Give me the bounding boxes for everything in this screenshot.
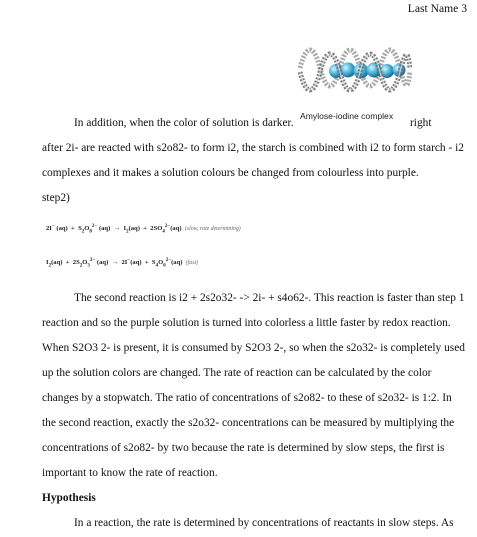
- eq2-note: (fast): [185, 260, 198, 267]
- running-head: Last Name 3: [407, 2, 467, 15]
- eq1-arrow: →: [113, 225, 121, 233]
- paragraph2-line: changes by a stopwatch. The ratio of concentrations of s2o82- to these of s2o32- is 1:2. In: [42, 392, 452, 404]
- paragraph1-line2: after 2i- are reacted with s2o82- to form i2, the starch is combined with i2 to form starch - i2: [42, 142, 464, 154]
- paragraph2-line: the second reaction, exactly the s2o32- concentrations can be measured by multiplying the: [42, 417, 455, 429]
- paragraph2-line: When S2O3 2- is present, it is consumed by S2O3 2-, so when the s2o32- is completely used: [42, 342, 465, 354]
- paragraph2-line: important to know the rate of reaction.: [42, 467, 218, 479]
- equation-step2: $I_2(aq) + 2S_2O_3^{2-}$ $(aq) \to 2I^-(aq) + S_4O_6^{2-}(aq)$ (fast): [46, 258, 198, 269]
- paragraph1-line1-end: right: [410, 117, 432, 129]
- paragraph1-line3: complexes and it makes a solution colours be changed from colourless into purple.: [42, 167, 419, 179]
- paragraph2-line: concentrations of s2o82- by two because the rate is determined by slow steps, the first is: [42, 442, 445, 454]
- amylose-iodine-figure: [298, 38, 412, 100]
- paragraph2-line: up the solution colors are changed. The rate of reaction can be calculated by the color: [42, 367, 432, 379]
- paragraph1-line1-start: In addition, when the color of solution is darker.: [74, 117, 294, 129]
- step-label: step2): [42, 192, 70, 204]
- paragraph2-line: reaction and so the purple solution is turned into colorless a little faster by redox reaction.: [42, 317, 451, 329]
- equation-step1: 2I− $(aq) + S_2O_8^{2-}$ $(aq) \to I_2(aq) + 2SO_4^{2-}(aq)$ (slow, rate determining): [46, 224, 241, 235]
- eq2-arrow: →: [111, 259, 119, 267]
- eq1-note: (slow, rate determining): [184, 226, 241, 233]
- eq1-lhs1: 2I: [46, 225, 52, 233]
- paragraph2-line: The second reaction is i2 + 2s2o32- -> 2i- + s4o62-. This reaction is faster than step 1: [74, 292, 465, 304]
- figure-caption: Amylose-iodine complex: [300, 111, 394, 121]
- hypothesis-heading: Hypothesis: [42, 492, 96, 504]
- hypothesis-line1: In a reaction, the rate is determined by concentrations of reactants in slow steps. As: [74, 517, 454, 529]
